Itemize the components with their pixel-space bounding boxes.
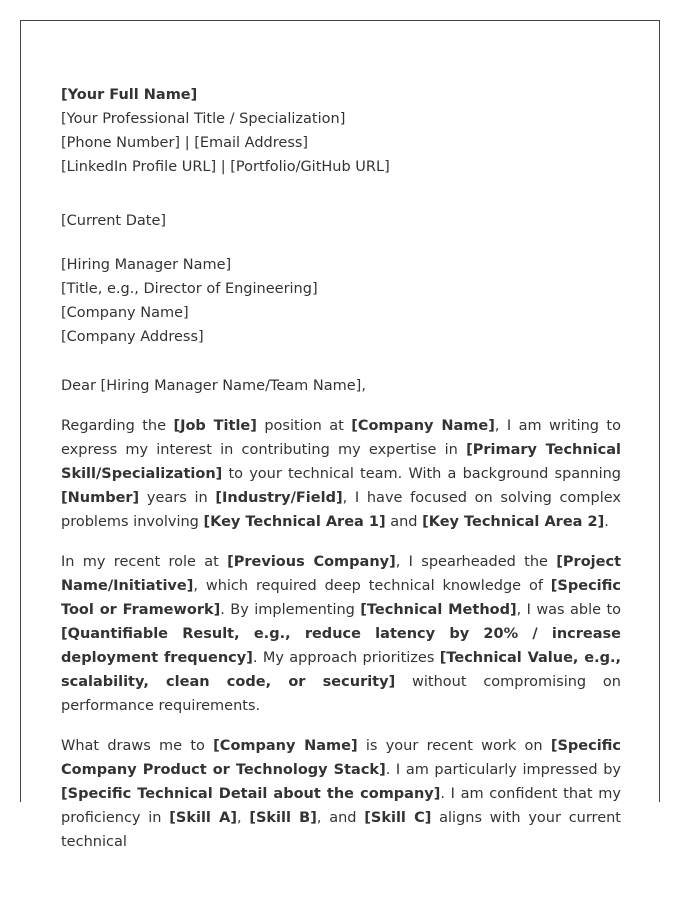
placeholder-field: [Primary Technical Skill/Specialization] xyxy=(61,442,622,482)
placeholder-field: [Technical Value, e.g., scalability, clean code, or security] xyxy=(61,650,621,690)
body-text: . I am particularly impressed by xyxy=(385,762,622,778)
letter-date: [Current Date] xyxy=(61,213,167,229)
body-text: In my recent role at xyxy=(61,554,228,570)
body-text: without compromising on performance requirements. xyxy=(61,674,621,714)
body-text: aligns with your current technical xyxy=(61,810,621,850)
placeholder-field: [Key Technical Area 1] xyxy=(203,514,386,530)
body-text: years in xyxy=(139,490,216,506)
sender-contact: [Phone Number] | [Email Address] xyxy=(61,135,309,151)
body-text: . I am confident that my proficiency in xyxy=(61,786,621,826)
body-text: and xyxy=(385,514,423,530)
placeholder-field: [Previous Company] xyxy=(227,554,396,570)
body-text: , xyxy=(236,810,250,826)
sender-links: [LinkedIn Profile URL] | [Portfolio/GitHub URL] xyxy=(61,159,390,175)
placeholder-field: [Specific Company Product or Technology Stack] xyxy=(61,738,622,778)
document-page xyxy=(20,20,660,850)
placeholder-field: [Specific Tool or Framework] xyxy=(61,578,621,618)
placeholder-field: [Industry/Field] xyxy=(215,490,343,506)
body-text: , and xyxy=(316,810,365,826)
recipient-title: [Title, e.g., Director of Engineering] xyxy=(61,281,318,297)
body-text: is your recent work on xyxy=(357,738,551,754)
salutation: Dear [Hiring Manager Name/Team Name], xyxy=(61,378,366,394)
body-paragraph-1 xyxy=(61,414,621,534)
placeholder-field: [Company Name] xyxy=(213,738,358,754)
body-text: position at xyxy=(256,418,352,434)
placeholder-field: [Skill A] xyxy=(169,810,237,826)
placeholder-field: [Quantifiable Result, e.g., reduce latency by 20% / increase deployment frequency] xyxy=(61,626,621,666)
placeholder-field: [Number] xyxy=(61,490,140,506)
placeholder-field: [Specific Technical Detail about the company] xyxy=(61,786,441,802)
placeholder-field: [Company Name] xyxy=(351,418,495,434)
body-text: to your technical team. With a background spanning xyxy=(222,466,621,482)
recipient-name: [Hiring Manager Name] xyxy=(61,257,232,273)
body-text: . By implementing xyxy=(220,602,361,618)
placeholder-field: [Key Technical Area 2] xyxy=(422,514,605,530)
recipient-block xyxy=(61,253,621,349)
body-text: . My approach prioritizes xyxy=(252,650,440,666)
sender-block xyxy=(61,83,621,179)
placeholder-field: [Project Name/Initiative] xyxy=(61,554,621,594)
body-paragraph-2 xyxy=(61,550,621,718)
body-text: Regarding the xyxy=(61,418,174,434)
recipient-address: [Company Address] xyxy=(61,329,204,345)
date-block xyxy=(61,209,621,233)
body-text: . xyxy=(604,514,609,530)
body-text: , I spearheaded the xyxy=(395,554,557,570)
body-paragraph-3 xyxy=(61,734,621,854)
letter-body xyxy=(61,414,621,854)
body-text: , I was able to xyxy=(516,602,622,618)
body-text: , I am writing to express my interest in contributing my expertise in xyxy=(61,418,621,458)
placeholder-field: [Job Title] xyxy=(173,418,257,434)
sender-full-name: [Your Full Name] xyxy=(61,87,198,103)
body-text: , which required deep technical knowledge of xyxy=(193,578,551,594)
body-text: , I have focused on solving complex problems involving xyxy=(61,490,621,530)
sender-title: [Your Professional Title / Specialization] xyxy=(61,111,346,127)
salutation-block xyxy=(61,374,621,398)
letter-content xyxy=(61,83,621,854)
placeholder-field: [Technical Method] xyxy=(360,602,517,618)
placeholder-field: [Skill C] xyxy=(364,810,432,826)
placeholder-field: [Skill B] xyxy=(249,810,317,826)
recipient-company: [Company Name] xyxy=(61,305,189,321)
body-text: What draws me to xyxy=(61,738,214,754)
